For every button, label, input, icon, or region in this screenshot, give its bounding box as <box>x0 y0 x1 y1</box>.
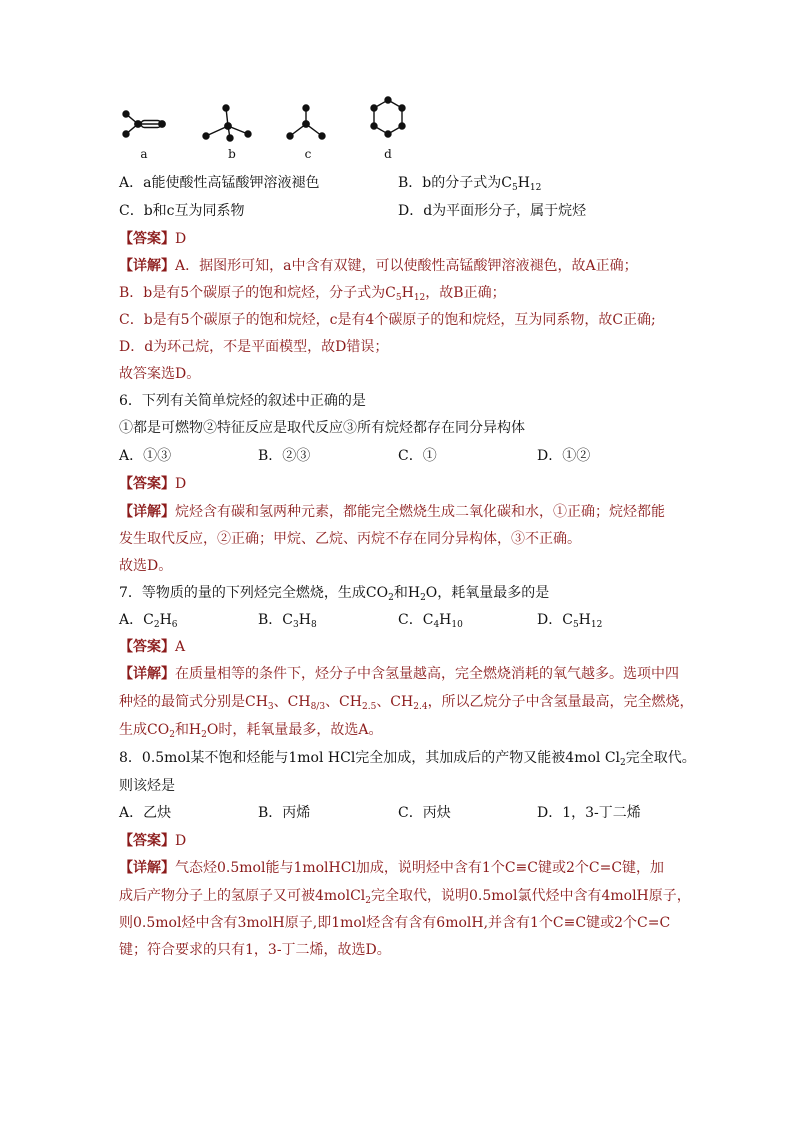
label-b: b <box>228 147 236 161</box>
q7-option-b: B．$C_3H_8$ <box>258 612 317 630</box>
molecule-c <box>287 105 325 139</box>
q5-option-b: B．b的分子式为$C_5H_{12}$ <box>398 175 542 193</box>
q6-stem-2: ①都是可燃物②特征反应是取代反应③所有烷烃都存在同分异构体 <box>119 420 525 436</box>
q6-option-c: C．① <box>398 448 437 464</box>
q7-detail-2: 种烃的最简式分别是$CH_3$、$CH_{8/3}$、$CH_{2.5}$、$CH_{2.4}$，所以乙烷分子中含氢量最高，完全燃烧， <box>119 694 694 712</box>
q8-option-a: A．乙炔 <box>119 805 172 821</box>
q7-option-c: C．$C_4H_{10}$ <box>398 612 463 630</box>
q8-answer: 【答案】D <box>119 833 187 849</box>
q6-answer: 【答案】D <box>119 476 187 492</box>
q6-option-a: A．①③ <box>119 448 172 464</box>
q8-detail-3: 则0.5mol烃中含有3molH原子,即1mol烃含有含有6molH,并含有1个C≡C键或2个C=C <box>119 915 671 931</box>
q8-detail-4: 键；符合要求的只有1，3-丁二烯，故选D。 <box>119 942 391 958</box>
q5-detail-4: D．d为环己烷，不是平面模型，故D错误； <box>119 339 389 355</box>
q5-detail-3: C．b是有5个碳原子的饱和烷烃，c是有4个碳原子的饱和烷烃，互为同系物，故C正确; <box>119 312 656 328</box>
q5-answer: 【答案】D <box>119 231 187 247</box>
q8-option-b: B．丙烯 <box>258 805 311 821</box>
q6-option-d: D．①② <box>537 448 591 464</box>
q8-detail-1: 【详解】气态烃0.5mol能与1molHCl加成，说明烃中含有1个C≡C键或2个C=C键，加 <box>119 860 665 876</box>
q5-detail-2: B．b是有5个碳原子的饱和烷烃，分子式为$C_5H_{12}$，故B正确； <box>119 285 506 303</box>
q7-stem: 7．等物质的量的下列烃完全燃烧，生成$CO_2$和$H_2O$，耗氧量最多的是 <box>119 585 550 603</box>
q6-detail-2: 发生取代反应，②正确；甲烷、乙烷、丙烷不存在同分异构体，③不正确。 <box>119 531 581 547</box>
q7-option-d: D．$C_5H_{12}$ <box>537 612 603 630</box>
q8-detail-2: 成后产物分子上的氢原子又可被4molCl$_2$完全取代，说明0.5mol氯代烃中含有4molH原子， <box>119 888 691 906</box>
q7-detail-1: 【详解】在质量相等的条件下，烃分子中含氢量越高，完全燃烧消耗的氧气越多。选项中四 <box>119 666 679 682</box>
q6-detail-3: 故选D。 <box>119 558 173 574</box>
molecule-a <box>123 111 165 137</box>
q5-option-c: C．b和c互为同系物 <box>119 203 245 219</box>
molecule-b <box>203 105 251 141</box>
label-d: d <box>384 147 392 161</box>
q6-option-b: B．②③ <box>258 448 311 464</box>
q8-option-d: D．1，3-丁二烯 <box>537 805 641 821</box>
q6-detail-1: 【详解】烷烃含有碳和氢两种元素，都能完全燃烧生成二氧化碳和水，①正确；烷烃都能 <box>119 504 665 520</box>
label-a: a <box>140 147 148 161</box>
q5-option-a: A．a能使酸性高锰酸钾溶液褪色 <box>119 175 320 191</box>
q5-detail-1: 【详解】A．据图形可知，a中含有双键，可以使酸性高锰酸钾溶液褪色，故A正确； <box>119 258 638 274</box>
q5-option-d: D．d为平面形分子，属于烷烃 <box>398 203 587 219</box>
molecule-figure <box>116 96 416 166</box>
molecule-d <box>371 97 405 137</box>
q8-option-c: C．丙炔 <box>398 805 451 821</box>
label-c: c <box>304 147 312 161</box>
q6-stem: 6．下列有关简单烷烃的叙述中正确的是 <box>119 393 366 409</box>
q8-stem-2: 则该烃是 <box>119 778 175 794</box>
q8-stem: 8．0.5mol某不饱和烃能与1mol HCl完全加成，其加成后的产物又能被4mol $Cl_2$完全取代。 <box>119 750 696 768</box>
q7-answer: 【答案】A <box>119 639 186 655</box>
q7-detail-3: 生成$CO_2$和$H_2O$时，耗氧量最多，故选A。 <box>119 722 383 740</box>
q5-detail-5: 故答案选D。 <box>119 366 201 382</box>
q7-option-a: A．$C_2H_6$ <box>119 612 178 630</box>
